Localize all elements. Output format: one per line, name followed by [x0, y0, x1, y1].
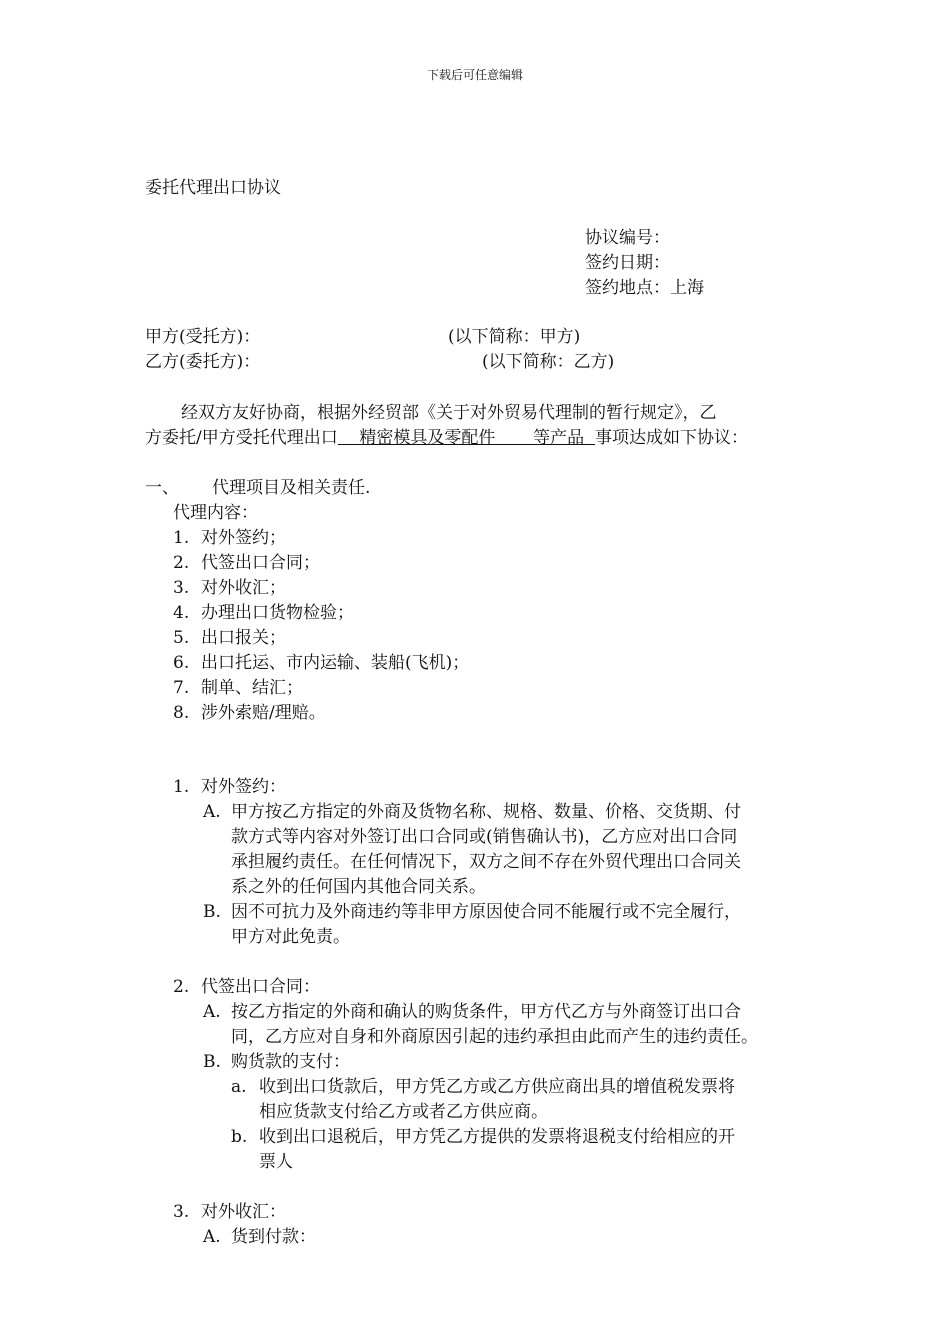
detail-1-a-line: 承担履约责任。在任何情况下，双方之间不存在外贸代理出口合同关 — [231, 852, 741, 872]
detail-1-a-line: 系之外的任何国内其他合同关系。 — [231, 877, 486, 897]
detail-2-sub-a-line: 收到出口货款后，甲方凭乙方或乙方供应商出具的增值税发票将 — [259, 1077, 735, 1097]
detail-3-heading: 3. 对外收汇： — [173, 1202, 286, 1222]
list-item: 1. 对外签约； — [173, 528, 286, 548]
detail-1-a-line: 款方式等内容对外签订出口合同或(销售确认书)，乙方应对出口合同 — [231, 827, 738, 847]
detail-1-heading: 1. 对外签约： — [173, 777, 286, 797]
detail-2-heading: 2. 代签出口合同： — [173, 977, 320, 997]
section-1-number: 一、 — [145, 478, 179, 498]
content-label: 代理内容： — [173, 503, 258, 523]
list-item: 4. 办理出口货物检验； — [173, 603, 354, 623]
detail-2-a-line: 同，乙方应对自身和外商原因引起的违约承担由此而产生的违约责任。 — [231, 1027, 758, 1047]
signing-date-label: 签约日期： — [585, 253, 670, 273]
signing-place: 签约地点：上海 — [585, 278, 704, 298]
list-item: 3. 对外收汇； — [173, 578, 286, 598]
detail-1-a-label: A. — [203, 802, 221, 822]
detail-3-a-text: 货到付款： — [231, 1227, 316, 1247]
list-item: 5. 出口报关； — [173, 628, 286, 648]
header-note: 下载后可任意编辑 — [426, 68, 523, 82]
detail-2-b-title: 购货款的支付： — [231, 1052, 350, 1072]
detail-2-sub-a-label: a. — [231, 1077, 247, 1097]
document-title: 委托代理出口协议 — [145, 178, 281, 198]
list-item: 7. 制单、结汇； — [173, 678, 303, 698]
detail-1-b-line: 因不可抗力及外商违约等非甲方原因使合同不能履行或不完全履行， — [231, 902, 741, 922]
agreement-number-label: 协议编号： — [585, 228, 670, 248]
detail-2-sub-b-line: 收到出口退税后，甲方凭乙方提供的发票将退税支付给相应的开 — [259, 1127, 735, 1147]
detail-2-sub-b-label: b. — [231, 1127, 248, 1147]
intro-prefix: 方委托/甲方受托代理出口 — [145, 428, 338, 448]
intro-line-1: 经双方友好协商，根据外经贸部《关于对外贸易代理制的暂行规定》，乙 — [181, 403, 717, 423]
detail-3-a-label: A. — [203, 1227, 221, 1247]
list-item: 8. 涉外索赔/理赔。 — [173, 703, 326, 723]
detail-1-b-label: B. — [203, 902, 221, 922]
detail-2-a-label: A. — [203, 1002, 221, 1022]
product-name: 精密模具及零配件 等产品 — [337, 428, 595, 448]
party-a-short: (以下简称：甲方) — [448, 327, 581, 347]
intro-suffix: 事项达成如下协议： — [594, 428, 748, 448]
list-item: 2. 代签出口合同； — [173, 553, 320, 573]
detail-2-a-line: 按乙方指定的外商和确认的购货条件，甲方代乙方与外商签订出口合 — [231, 1002, 741, 1022]
detail-2-sub-b-line: 票人 — [259, 1152, 293, 1172]
list-item: 6. 出口托运、市内运输、装船(飞机)； — [173, 653, 470, 673]
detail-1-a-line: 甲方按乙方指定的外商及货物名称、规格、数量、价格、交货期、付 — [231, 802, 741, 822]
detail-2-sub-a-line: 相应货款支付给乙方或者乙方供应商。 — [259, 1102, 548, 1122]
party-b-label: 乙方(委托方)： — [145, 352, 261, 372]
detail-1-b-line: 甲方对此免责。 — [231, 927, 350, 947]
intro-line-2 — [145, 426, 748, 451]
section-1-title: 代理项目及相关责任. — [212, 478, 371, 498]
party-a-label: 甲方(受托方)： — [145, 327, 261, 347]
detail-2-b-label: B. — [203, 1052, 221, 1072]
party-b-short: (以下简称：乙方) — [482, 352, 615, 372]
